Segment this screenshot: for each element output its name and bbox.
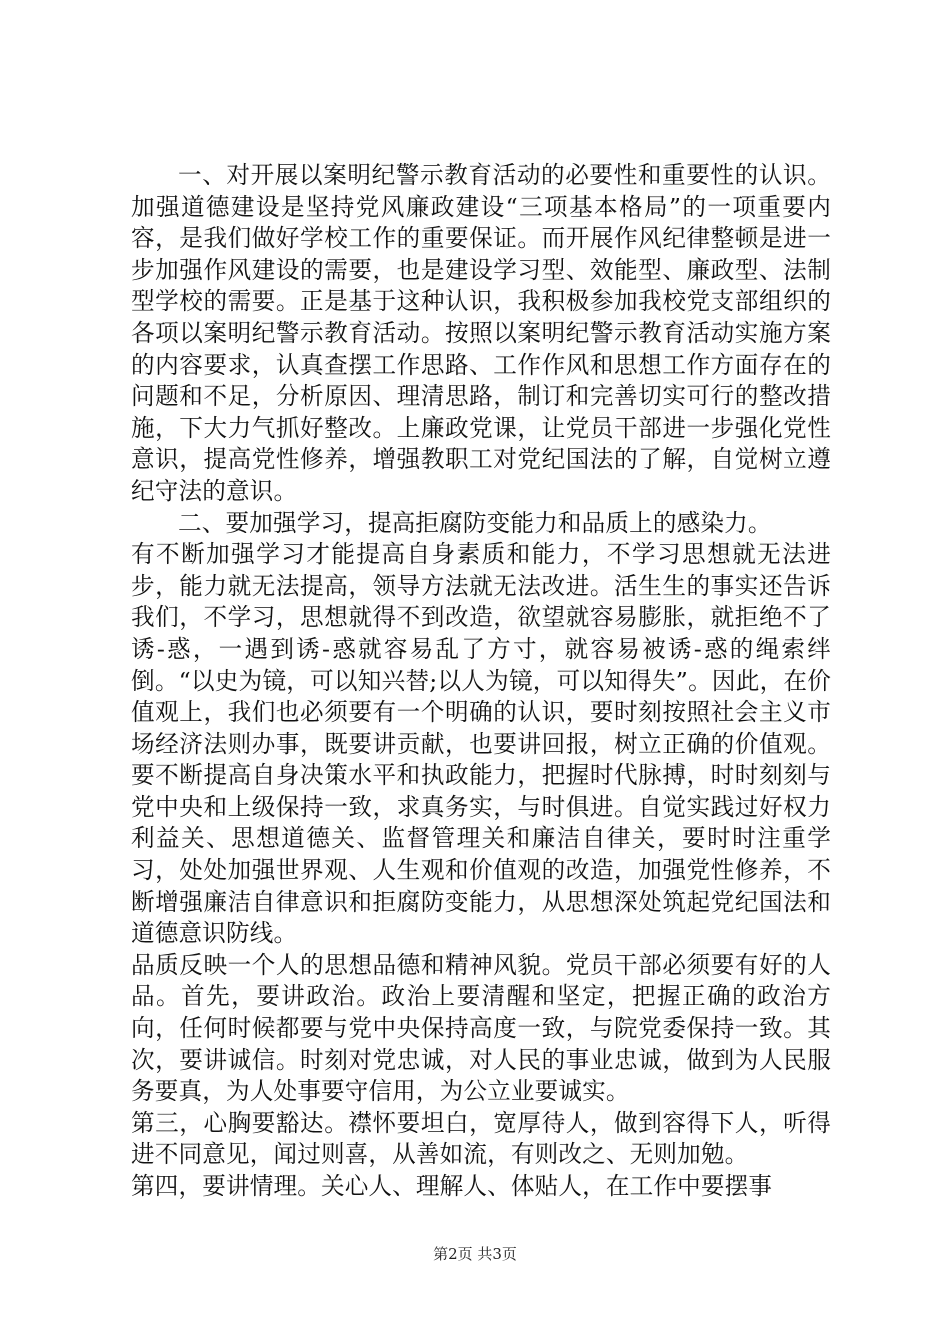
paragraph-2: 二、要加强学习，提高拒腐防变能力和品质上的感染力。 (178, 508, 772, 537)
paragraph-3: 有不断加强学习才能提高自身素质和能力，不学习思想就无法进步，能力就无法提高，领导方法就无法改进。活生生的事实还告诉我们，不学习，思想就得不到改造，欲望就容易膨胀，就拒绝不了诱-惑，一遇到诱-惑就容易乱了方寸，就容易被诱-惑的绳索绊倒。“以史为镜，可以知兴替;以人为镜，可以知得失”。因此，在价值观上，我们也必须要有一个明确的认识，要时刻按照社会主义市场经济法则办事，既要讲贡献，也要讲回报，树立正确的价值观。要不断提高自身决策水平和执政能力，把握时代脉搏，时时刻刻与党中央和上级保持一致，求真务实，与时俱进。自觉实践过好权力利益关、思想道德关、监督管理关和廉洁自律关，要时时注重学习，处处加强世界观、人生观和价值观的改造，加强党性修养，不断增强廉洁自律意识和拒腐防变能力，从思想深处筑起党纪国法和道德意识防线。 (131, 540, 831, 948)
paragraph-6: 第四，要讲情理。关心人、理解人、体贴人，在工作中要摆事 (131, 1172, 773, 1200)
paragraph-5: 第三，心胸要豁达。襟怀要坦白，宽厚待人，做到容得下人，听得进不同意见，闻过则喜，从善如流，有则改之、无则加勉。 (131, 1108, 831, 1169)
page-number-footer: 第2页 共3页 (433, 1245, 517, 1263)
paragraph-4: 品质反映一个人的思想品德和精神风貌。党员干部必须要有好的人品。首先，要讲政治。政治上要清醒和坚定，把握正确的政治方向，任何时候都要与党中央保持高度一致，与院党委保持一致。其次，要讲诚信。时刻对党忠诚，对人民的事业忠诚，做到为人民服务要真，为人处事要守信用，为公立业要诚实。 (131, 950, 831, 1106)
document-body (131, 160, 831, 1203)
paragraph-1: 一、对开展以案明纪警示教育活动的必要性和重要性的认识。加强道德建设是坚持党风廉政建设“三项基本格局”的一项重要内容，是我们做好学校工作的重要保证。而开展作风纪律整顿是进一步加强作风建设的需要，也是建设学习型、效能型、廉政型、法制型学校的需要。正是基于这种认识，我积极参加我校党支部组织的各项以案明纪警示教育活动。按照以案明纪警示教育活动实施方案的内容要求，认真查摆工作思路、工作作风和思想工作方面存在的问题和不足，分析原因、理清思路，制订和完善切实可行的整改措施，下大力气抓好整改。上廉政党课，让党员干部进一步强化党性意识，提高党性修养，增强教职工对党纪国法的了解，自觉树立遵纪守法的意识。 (131, 161, 831, 505)
